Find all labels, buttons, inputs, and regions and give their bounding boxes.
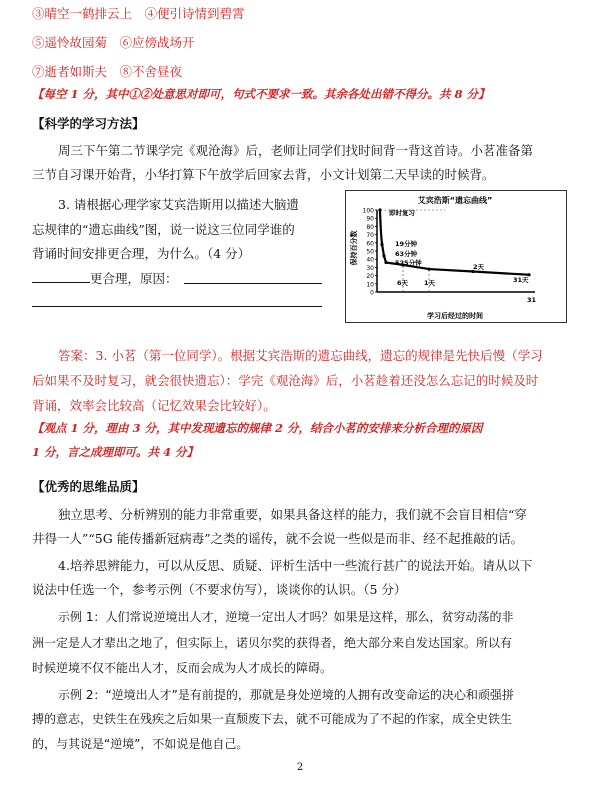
- question-3-line: 3. 请根据心理学家艾宾浩斯用以描述大脑遗: [58, 197, 299, 212]
- curve-annotation: 19分钟: [395, 240, 418, 248]
- curve-annotation: 63分钟: [395, 250, 418, 258]
- answer-row-3: ⑦逝者如斯夫 ⑧不舍昼夜: [32, 64, 183, 79]
- answer-line: 后如果不及时复习，就会很快遗忘）：学完《观沧海》后，小茗趁着还没怎么忘记的时候及时: [32, 373, 539, 388]
- y-tick-label: 0: [370, 289, 374, 297]
- paragraph-line: 三节自习课开始背，小华打算下午放学后回家去背，小文计划第二天早读的时候背。: [32, 167, 495, 182]
- curve-annotation: 525分钟: [395, 259, 422, 267]
- scoring-note-2: 1 分，言之成理即可。共 4 分】: [32, 445, 199, 459]
- curve-annotation: 31天: [513, 276, 529, 284]
- curve-annotation: 2天: [473, 263, 485, 271]
- curve-point: [384, 261, 387, 264]
- curve-annotation: 31: [527, 296, 537, 304]
- paragraph-line: 独立思考、分析辨别的能力非常重要，如果具备这样的能力，我们就不会盲目相信“穿: [58, 507, 527, 522]
- y-tick-label: 30: [366, 264, 374, 272]
- section-title-thinking: 【优秀的思维品质】: [32, 479, 145, 494]
- question-3-line: 忘规律的“遗忘曲线”图，说一说这三位同学谁的: [32, 222, 295, 237]
- example-1-line: 时候逆境不仅不能出人才，反而会成为人才成长的障碍。: [32, 661, 333, 675]
- curve-annotation: 即时复习: [389, 209, 415, 217]
- page-number: 2: [296, 762, 304, 773]
- question-4-line: 4.培养思辨能力，可以从反思、质疑、评析生活中一些流行甚广的说法开始。请从以下: [58, 558, 533, 573]
- forgetting-curve-svg: [345, 190, 567, 323]
- section-title-study-method: 【科学的学习方法】: [32, 116, 145, 131]
- example-1-line: 示例 1：人们常说逆境出人才，逆境一定出人才吗？如果是这样，那么，贫穷动荡的非: [58, 610, 514, 624]
- scoring-note-1: 【每空 1 分，其中①②处意思对即可，句式不要求一致。其余各处出错不得分。共 8 分】: [32, 87, 490, 101]
- answer-row-2: ⑤遥怜故园菊 ⑥应傍战场开: [32, 35, 195, 50]
- example-2-line: 的，与其说是“逆境”，不如说是他自己。: [32, 737, 249, 751]
- y-tick-label: 80: [366, 223, 374, 231]
- paragraph-line: 井得一人”“5G 能传播新冠病毒”之类的谣传，就不会说一些似是而非、经不起推敲的话。: [32, 531, 524, 546]
- curve-point: [380, 243, 383, 246]
- scoring-note-2: 【观点 1 分，理由 3 分，其中发现遗忘的规律 2 分，结合小茗的安排来分析合理的原因: [32, 421, 483, 435]
- example-2-line: 示例 2：“逆境出人才”是有前提的，那就是身处逆境的人拥有改变命运的决心和顽强拼: [58, 688, 514, 702]
- answer-line: 答案：3. 小茗（第一位同学）。根据艾宾浩斯的遗忘曲线，遗忘的规律是先快后慢（学习: [58, 348, 543, 363]
- curve-point: [427, 267, 430, 270]
- chart-ylabel: 保持百分数: [350, 230, 358, 266]
- chart-title: 艾宾浩斯“遗忘曲线”: [417, 196, 493, 205]
- y-tick-label: 70: [366, 232, 374, 240]
- answer-underline[interactable]: [184, 283, 322, 284]
- answer-blank-label: 更合理，原因：: [90, 271, 178, 286]
- y-tick-label: 60: [366, 240, 374, 248]
- answer-blank[interactable]: [32, 270, 90, 283]
- y-tick-label: 100: [362, 207, 374, 215]
- answer-row-1: ③晴空一鹤排云上 ④便引诗情到碧霄: [32, 6, 245, 21]
- y-tick-label: 50: [366, 248, 374, 256]
- y-tick-label: 20: [366, 273, 374, 281]
- answer-blank-line: [32, 269, 178, 287]
- curve-annotation: 1天: [424, 279, 436, 287]
- question-4-line: 说法中任选一个，参考示例（不要求仿写），谈谈你的认识。（5 分）: [32, 582, 407, 597]
- example-1-line: 洲一定是人才辈出之地了，但实际上，诺贝尔奖的获得者，绝大部分来自发达国家。所以有: [32, 636, 513, 650]
- example-2-line: 搏的意志，史铁生在残疾之后如果一直颓废下去，就不可能成为了不起的作家，成全史铁生: [32, 712, 513, 726]
- forgetting-curve-chart: [345, 190, 567, 323]
- paragraph-line: 周三下午第二节课学完《观沧海》后，老师让同学们找时间背一背这首诗。小茗准备第: [58, 143, 534, 158]
- chart-xlabel: 学习后经过的时间: [427, 312, 483, 320]
- question-3-line: 背诵时间安排更合理，为什么。（4 分）: [32, 246, 251, 261]
- y-tick-label: 90: [366, 215, 374, 223]
- curve-annotation: 6天: [397, 279, 409, 287]
- y-tick-label: 40: [366, 256, 374, 264]
- curve-point: [378, 208, 381, 211]
- y-tick-label: 10: [366, 281, 374, 289]
- curve-point: [382, 254, 385, 257]
- answer-line: 背诵，效率会比较高（记忆效果会比较好）。: [32, 398, 276, 413]
- answer-underline[interactable]: [32, 306, 322, 307]
